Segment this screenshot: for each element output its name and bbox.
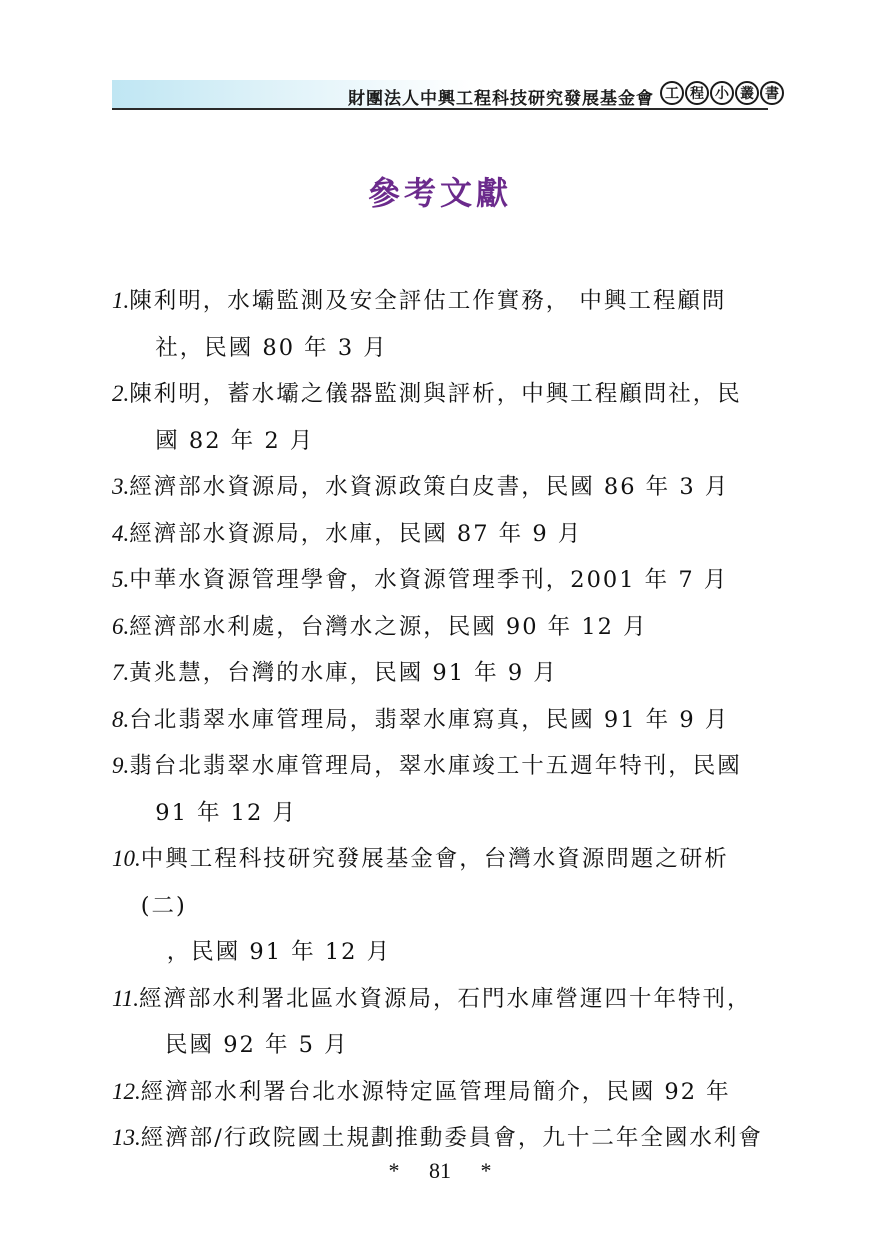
reference-text: 經濟部水利處，台灣水之源，民國 90 年 12 月 [129, 613, 648, 640]
reference-line: 社，民國 80 年 3 月 [155, 334, 388, 361]
page-footer [0, 1158, 880, 1184]
reference-line: 經濟部水利署北區水資源局，石門水庫營運四十年特刊， [139, 985, 752, 1012]
reference-item-2 [112, 371, 772, 464]
reference-number: 11. [112, 985, 140, 1011]
series-badge: 叢 [735, 81, 759, 105]
reference-text: 經濟部/行政院國土規劃推動委員會，九十二年全國水利會 [140, 1125, 763, 1151]
reference-number: 13. [112, 1125, 141, 1150]
reference-line: ，民國 91 年 12 月 [166, 939, 392, 965]
reference-item-12 [112, 1069, 772, 1116]
reference-item-11 [112, 976, 772, 1069]
series-badge: 小 [710, 81, 734, 105]
reference-number: 12. [112, 1078, 141, 1104]
reference-line: 民國 92 年 5 月 [165, 1032, 349, 1058]
reference-number: 2. [112, 381, 130, 406]
reference-number: 10. [112, 846, 141, 871]
series-badge: 書 [760, 81, 784, 105]
reference-item-4 [112, 511, 772, 558]
reference-number: 5. [112, 567, 130, 592]
page-title: 參考文獻 [367, 174, 512, 212]
reference-item-8 [112, 697, 772, 744]
reference-number: 1. [112, 288, 130, 313]
reference-item-9 [112, 743, 772, 836]
reference-item-5 [112, 557, 772, 604]
reference-text: 台北翡翠水庫管理局，翡翠水庫寫真，民國 91 年 9 月 [129, 706, 730, 733]
reference-line: 91 年 12 月 [155, 799, 297, 826]
page-number: 81 [429, 1158, 451, 1183]
reference-item-3 [112, 464, 772, 511]
reference-number: 9. [112, 753, 130, 778]
reference-number: 3. [112, 474, 130, 499]
footer-star-right: * [480, 1158, 492, 1183]
reference-item-10 [112, 836, 772, 976]
reference-number: 7. [112, 660, 130, 685]
reference-item-7 [112, 650, 772, 697]
reference-text [129, 371, 772, 464]
reference-text: 經濟部水利署台北水源特定區管理局簡介，民國 92 年 [140, 1078, 731, 1105]
reference-line: 陳利明，蓄水壩之儀器監測與評析，中興工程顧問社，民 [129, 381, 742, 407]
reference-number: 6. [112, 613, 130, 639]
reference-item-13 [112, 1115, 772, 1162]
reference-item-1 [112, 278, 772, 371]
reference-text: 黃兆慧，台灣的水庫，民國 91 年 9 月 [129, 660, 558, 686]
reference-line: 中興工程科技研究發展基金會，台灣水資源問題之研析(二) [140, 846, 729, 919]
reference-text [129, 278, 772, 371]
reference-text [141, 836, 772, 976]
reference-line: 陳利明，水壩監測及安全評估工作實務， 中興工程顧問 [129, 288, 727, 314]
reference-list [112, 278, 772, 1162]
reference-line: 翡台北翡翠水庫管理局，翠水庫竣工十五週年特刊，民國 [129, 753, 742, 779]
reference-line: 國 82 年 2 月 [155, 427, 315, 454]
reference-text [129, 743, 772, 836]
reference-text: 經濟部水資源局，水庫，民國 87 年 9 月 [129, 520, 583, 547]
footer-star-left: * [388, 1158, 400, 1183]
series-title [660, 81, 784, 105]
series-badge: 程 [685, 81, 709, 105]
reference-text: 中華水資源管理學會，水資源管理季刊，2001 年 7 月 [129, 567, 729, 593]
reference-item-6 [112, 604, 772, 651]
header-organization: 財團法人中興工程科技研究發展基金會 [348, 89, 654, 109]
series-badge: 工 [660, 81, 684, 105]
reference-text [139, 976, 772, 1069]
reference-number: 8. [112, 706, 130, 732]
reference-number: 4. [112, 520, 130, 546]
reference-text: 經濟部水資源局，水資源政策白皮書，民國 86 年 3 月 [129, 474, 730, 500]
